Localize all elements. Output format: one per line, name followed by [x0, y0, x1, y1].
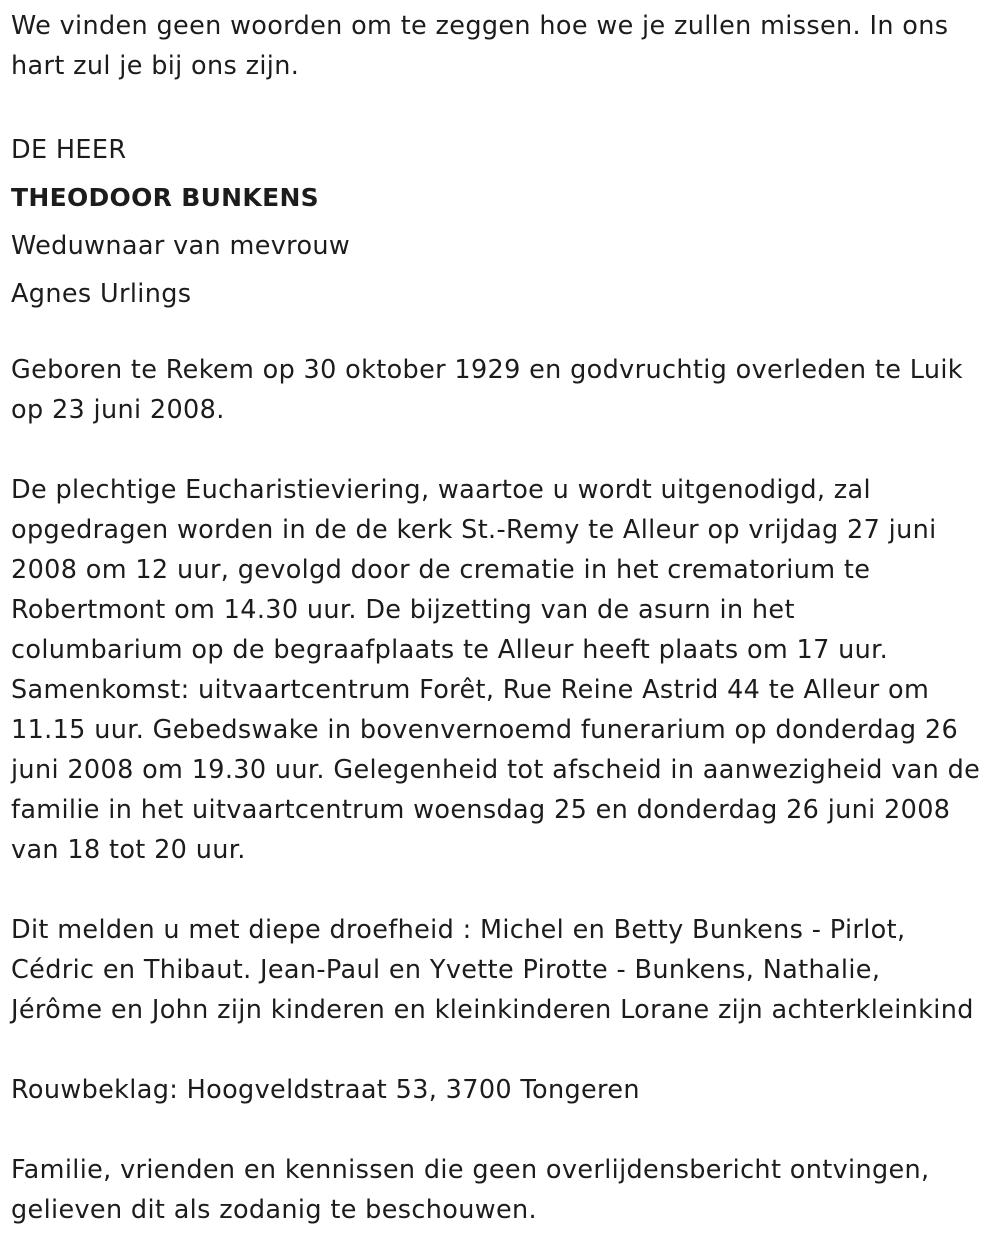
closing-line: gelieven dit als zodanig te beschouwen. [11, 1195, 537, 1225]
condolence-line: Rouwbeklag: Hoogveldstraat 53, 3700 Tongeren [11, 1075, 640, 1105]
opening-line: We vinden geen woorden om te zeggen hoe we je zullen missen. In ons [11, 11, 949, 41]
opening-paragraph [11, 6, 996, 86]
paragraph-gap [11, 318, 996, 350]
family-line: Jérôme en John zijn kinderen en kleinkinderen Lorane zijn achterkleinkind [11, 995, 974, 1025]
ceremony-line: familie in het uitvaartcentrum woensdag 25 en donderdag 26 juni 2008 [11, 795, 951, 825]
paragraph-gap [11, 1030, 996, 1070]
ceremony-line: 2008 om 12 uur, gevolgd door de crematie in het crematorium te [11, 555, 871, 585]
opening-line: hart zul je bij ons zijn. [11, 51, 300, 81]
ceremony-line: juni 2008 om 19.30 uur. Gelegenheid tot afscheid in aanwezigheid van de [11, 755, 981, 785]
ceremony-line: opgedragen worden in de de kerk St.-Remy te Alleur op vrijdag 27 juni [11, 515, 937, 545]
spouse-name: Agnes Urlings [11, 279, 192, 309]
birth-death-paragraph [11, 350, 996, 430]
family-paragraph [11, 910, 996, 1030]
paragraph-gap [11, 870, 996, 910]
paragraph-gap [11, 1110, 996, 1150]
family-line: Cédric en Thibaut. Jean-Paul en Yvette Pirotte - Bunkens, Nathalie, [11, 955, 881, 985]
obituary-document [11, 6, 996, 1230]
spouse-line: Weduwnaar van mevrouw [11, 231, 351, 261]
birth-death-line: op 23 juni 2008. [11, 395, 225, 425]
ceremony-line: De plechtige Eucharistieviering, waartoe u wordt uitgenodigd, zal [11, 475, 871, 505]
ceremony-line: van 18 tot 20 uur. [11, 835, 246, 865]
ceremony-line: 11.15 uur. Gebedswake in bovenvernoemd funerarium op donderdag 26 [11, 715, 959, 745]
birth-death-line: Geboren te Rekem op 30 oktober 1929 en godvruchtig overleden te Luik [11, 355, 963, 385]
title-prefix: DE HEER [11, 135, 127, 165]
paragraph-gap [11, 430, 996, 470]
ceremony-paragraph [11, 470, 996, 870]
closing-paragraph [11, 1150, 996, 1230]
closing-line: Familie, vrienden en kennissen die geen overlijdensbericht ontvingen, [11, 1155, 930, 1185]
ceremony-line: Robertmont om 14.30 uur. De bijzetting van de asurn in het [11, 595, 795, 625]
ceremony-line: Samenkomst: uitvaartcentrum Forêt, Rue Reine Astrid 44 te Alleur om [11, 675, 930, 705]
deceased-name: THEODOOR BUNKENS [11, 183, 319, 212]
condolence-address [11, 1070, 996, 1110]
paragraph-gap [11, 86, 996, 126]
family-line: Dit melden u met diepe droefheid : Michel en Betty Bunkens - Pirlot, [11, 915, 906, 945]
ceremony-line: columbarium op de begraafplaats te Alleur heeft plaats om 17 uur. [11, 635, 889, 665]
